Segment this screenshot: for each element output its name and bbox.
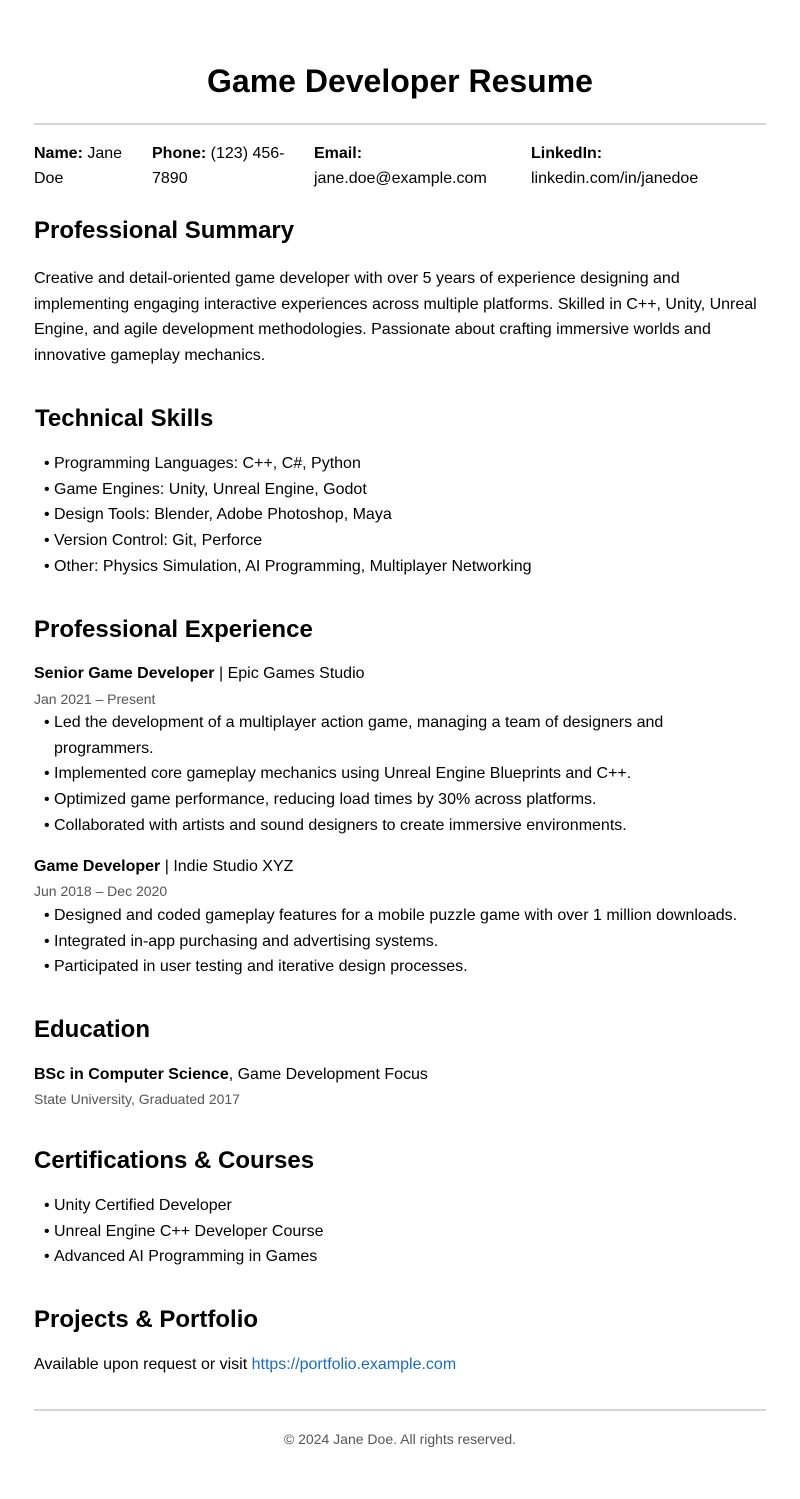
email-label: Email:: [314, 145, 363, 162]
portfolio-link[interactable]: https://portfolio.example.com: [251, 1356, 457, 1373]
list-item: • Led the development of a multiplayer action game, managing a team of designers and programmers.: [44, 710, 684, 761]
certifications-list: [44, 1193, 323, 1270]
education-heading: Education: [34, 1016, 151, 1043]
contact-linkedin: [531, 141, 731, 191]
experience-heading: Professional Experience: [34, 616, 313, 643]
skills-list: [44, 451, 532, 580]
summary-heading: Professional Summary: [34, 217, 295, 244]
summary-text: Creative and detail-oriented game developer with over 5 years of experience designing and implementing engaging interactive experiences across multiple platforms. Skilled in C++, Unity, Unreal Engine, and agile development methodologies. Passionate about crafting immersive worlds and innovative gameplay mechanics.: [34, 270, 757, 365]
list-item: • Version Control: Git, Perforce: [44, 528, 532, 554]
degree-focus: , Game Development Focus: [228, 1066, 428, 1083]
list-item: • Implemented core gameplay mechanics using Unreal Engine Blueprints and C++.: [44, 761, 684, 787]
header-divider: [34, 123, 766, 125]
job-company: | Indie Studio XYZ: [160, 858, 294, 875]
list-item: • Advanced AI Programming in Games: [44, 1244, 323, 1270]
phone-label: Phone:: [152, 145, 207, 162]
job-dates-1: Jan 2021 – Present: [34, 691, 156, 707]
education-school: State University, Graduated 2017: [34, 1091, 240, 1107]
list-item: • Game Engines: Unity, Unreal Engine, Godot: [44, 477, 532, 503]
job-company: | Epic Games Studio: [214, 665, 365, 682]
phone-value: (123) 456-7890: [152, 145, 285, 187]
list-item: • Other: Physics Simulation, AI Programming, Multiplayer Networking: [44, 554, 532, 580]
footer-divider: [34, 1409, 766, 1411]
list-item: • Designed and coded gameplay features for a mobile puzzle game with over 1 million downloads.: [44, 903, 766, 929]
job-title-2: [34, 857, 293, 877]
certifications-heading: Certifications & Courses: [34, 1147, 315, 1174]
list-item: • Integrated in-app purchasing and advertising systems.: [44, 929, 766, 955]
name-value: Jane Doe: [34, 145, 123, 187]
job-role: Game Developer: [34, 858, 161, 875]
job-bullets-2: [44, 903, 766, 980]
linkedin-label: LinkedIn:: [531, 145, 603, 162]
contact-name: [34, 141, 134, 191]
job-bullets-1: [44, 710, 684, 839]
list-item: • Optimized game performance, reducing load times by 30% across platforms.: [44, 787, 684, 813]
email-value[interactable]: jane.doe@example.com: [314, 170, 487, 187]
name-label: Name:: [34, 145, 83, 162]
job-title-1: [34, 664, 365, 684]
list-item: • Unreal Engine C++ Developer Course: [44, 1219, 323, 1245]
job-role: Senior Game Developer: [34, 665, 215, 682]
projects-heading: Projects & Portfolio: [34, 1306, 259, 1333]
contact-phone: [152, 141, 297, 191]
projects-intro: Available upon request or visit: [34, 1356, 252, 1373]
list-item: • Design Tools: Blender, Adobe Photoshop, Maya: [44, 502, 532, 528]
degree-name: BSc in Computer Science: [34, 1066, 229, 1083]
footer-text: © 2024 Jane Doe. All rights reserved.: [283, 1431, 517, 1447]
list-item: • Programming Languages: C++, C#, Python: [44, 451, 532, 477]
list-item: • Collaborated with artists and sound designers to create immersive environments.: [44, 813, 684, 839]
linkedin-value[interactable]: linkedin.com/in/janedoe: [531, 170, 699, 187]
skills-heading: Technical Skills: [35, 405, 214, 432]
education-degree: [34, 1065, 428, 1085]
projects-text: [34, 1352, 766, 1378]
page-title: Game Developer Resume: [207, 63, 593, 99]
contact-email: [314, 141, 504, 191]
list-item: • Unity Certified Developer: [44, 1193, 323, 1219]
list-item: • Participated in user testing and iterative design processes.: [44, 954, 766, 980]
job-dates-2: Jun 2018 – Dec 2020: [34, 883, 168, 899]
